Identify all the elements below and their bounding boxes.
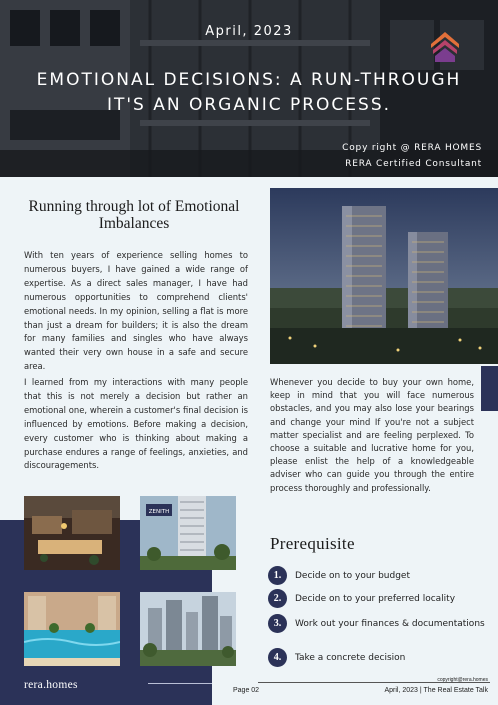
prereq-text: Decide on to your budget — [295, 570, 411, 581]
prereq-item — [268, 566, 488, 585]
header-banner — [0, 0, 498, 177]
house-logo-icon — [428, 30, 462, 64]
prereq-number: 3. — [268, 614, 287, 633]
prereq-text: Take a concrete decision — [295, 652, 406, 663]
footer-divider — [148, 683, 212, 684]
accent-tab — [481, 366, 498, 411]
footer-issue: April, 2023 | The Real Estate Talk — [384, 687, 488, 694]
prereq-item — [268, 614, 488, 633]
copyright-block — [342, 140, 482, 172]
emotions-paragraph: I learned from my interactions with many people that this is not merely a decision but rather an emotional one, wherein a customer's final decision is influenced by emotions. Before making a decision, every customer who is thinking about making a purchase endures a range of feelings, anxieties, and discouragements. — [24, 377, 248, 471]
section-subheading: Running through lot of Emotional Imbalances — [28, 198, 240, 232]
copyright-line: Copy right @ RERA HOMES — [342, 143, 482, 153]
prereq-number: 1. — [268, 566, 287, 585]
prereq-text: Work out your finances & documentations — [295, 618, 485, 629]
prereq-item — [268, 589, 488, 608]
zenith-sign: ZENITH — [148, 509, 170, 515]
footer-copyright: copyright@rera.homes — [437, 677, 488, 683]
page-number: Page 02 — [233, 687, 260, 694]
page-title: EMOTIONAL DECISIONS: A RUN-THROUGH IT'S AN ORGANIC PROCESS. — [36, 70, 462, 115]
prereq-text: Decide on to your preferred locality — [295, 593, 456, 604]
prereq-item — [268, 648, 488, 667]
skyline-photo — [140, 592, 236, 666]
advice-paragraph: Whenever you decide to buy your own home, keep in mind that you will face numerous obstacles, and you may also lose your bearings and change your mind If you're not a subject matter specialist and are feeling perplexed. To choose a suitable and lucrative home for you, please enlist the help of a knowledgeable adviser who can guide you through the entire process thoroughly and professionally. — [270, 377, 474, 493]
twin-towers-photo — [270, 188, 498, 364]
pool-amenities-photo — [24, 592, 120, 666]
prereq-number: 4. — [268, 648, 287, 667]
tower-sign-photo — [140, 496, 236, 570]
aerial-complex-photo — [24, 496, 120, 570]
certified-line: RERA Certified Consultant — [345, 159, 482, 169]
brand-wordmark: rera.homes — [24, 679, 78, 691]
intro-paragraph: With ten years of experience selling homes to numerous buyers, I have gained a wide range of expertise. As a direct sales manager, I have had numerous opportunities to comprehend clients' emotional needs. In my opinion, selling a flat is more than just a dream for builders; it is also the dream for many families and singles who have always wanted their very own house in a safe and secure area. — [24, 250, 248, 372]
prereq-number: 2. — [268, 589, 287, 608]
prerequisite-heading: Prerequisite — [270, 534, 355, 553]
issue-date: April, 2023 — [205, 24, 293, 39]
